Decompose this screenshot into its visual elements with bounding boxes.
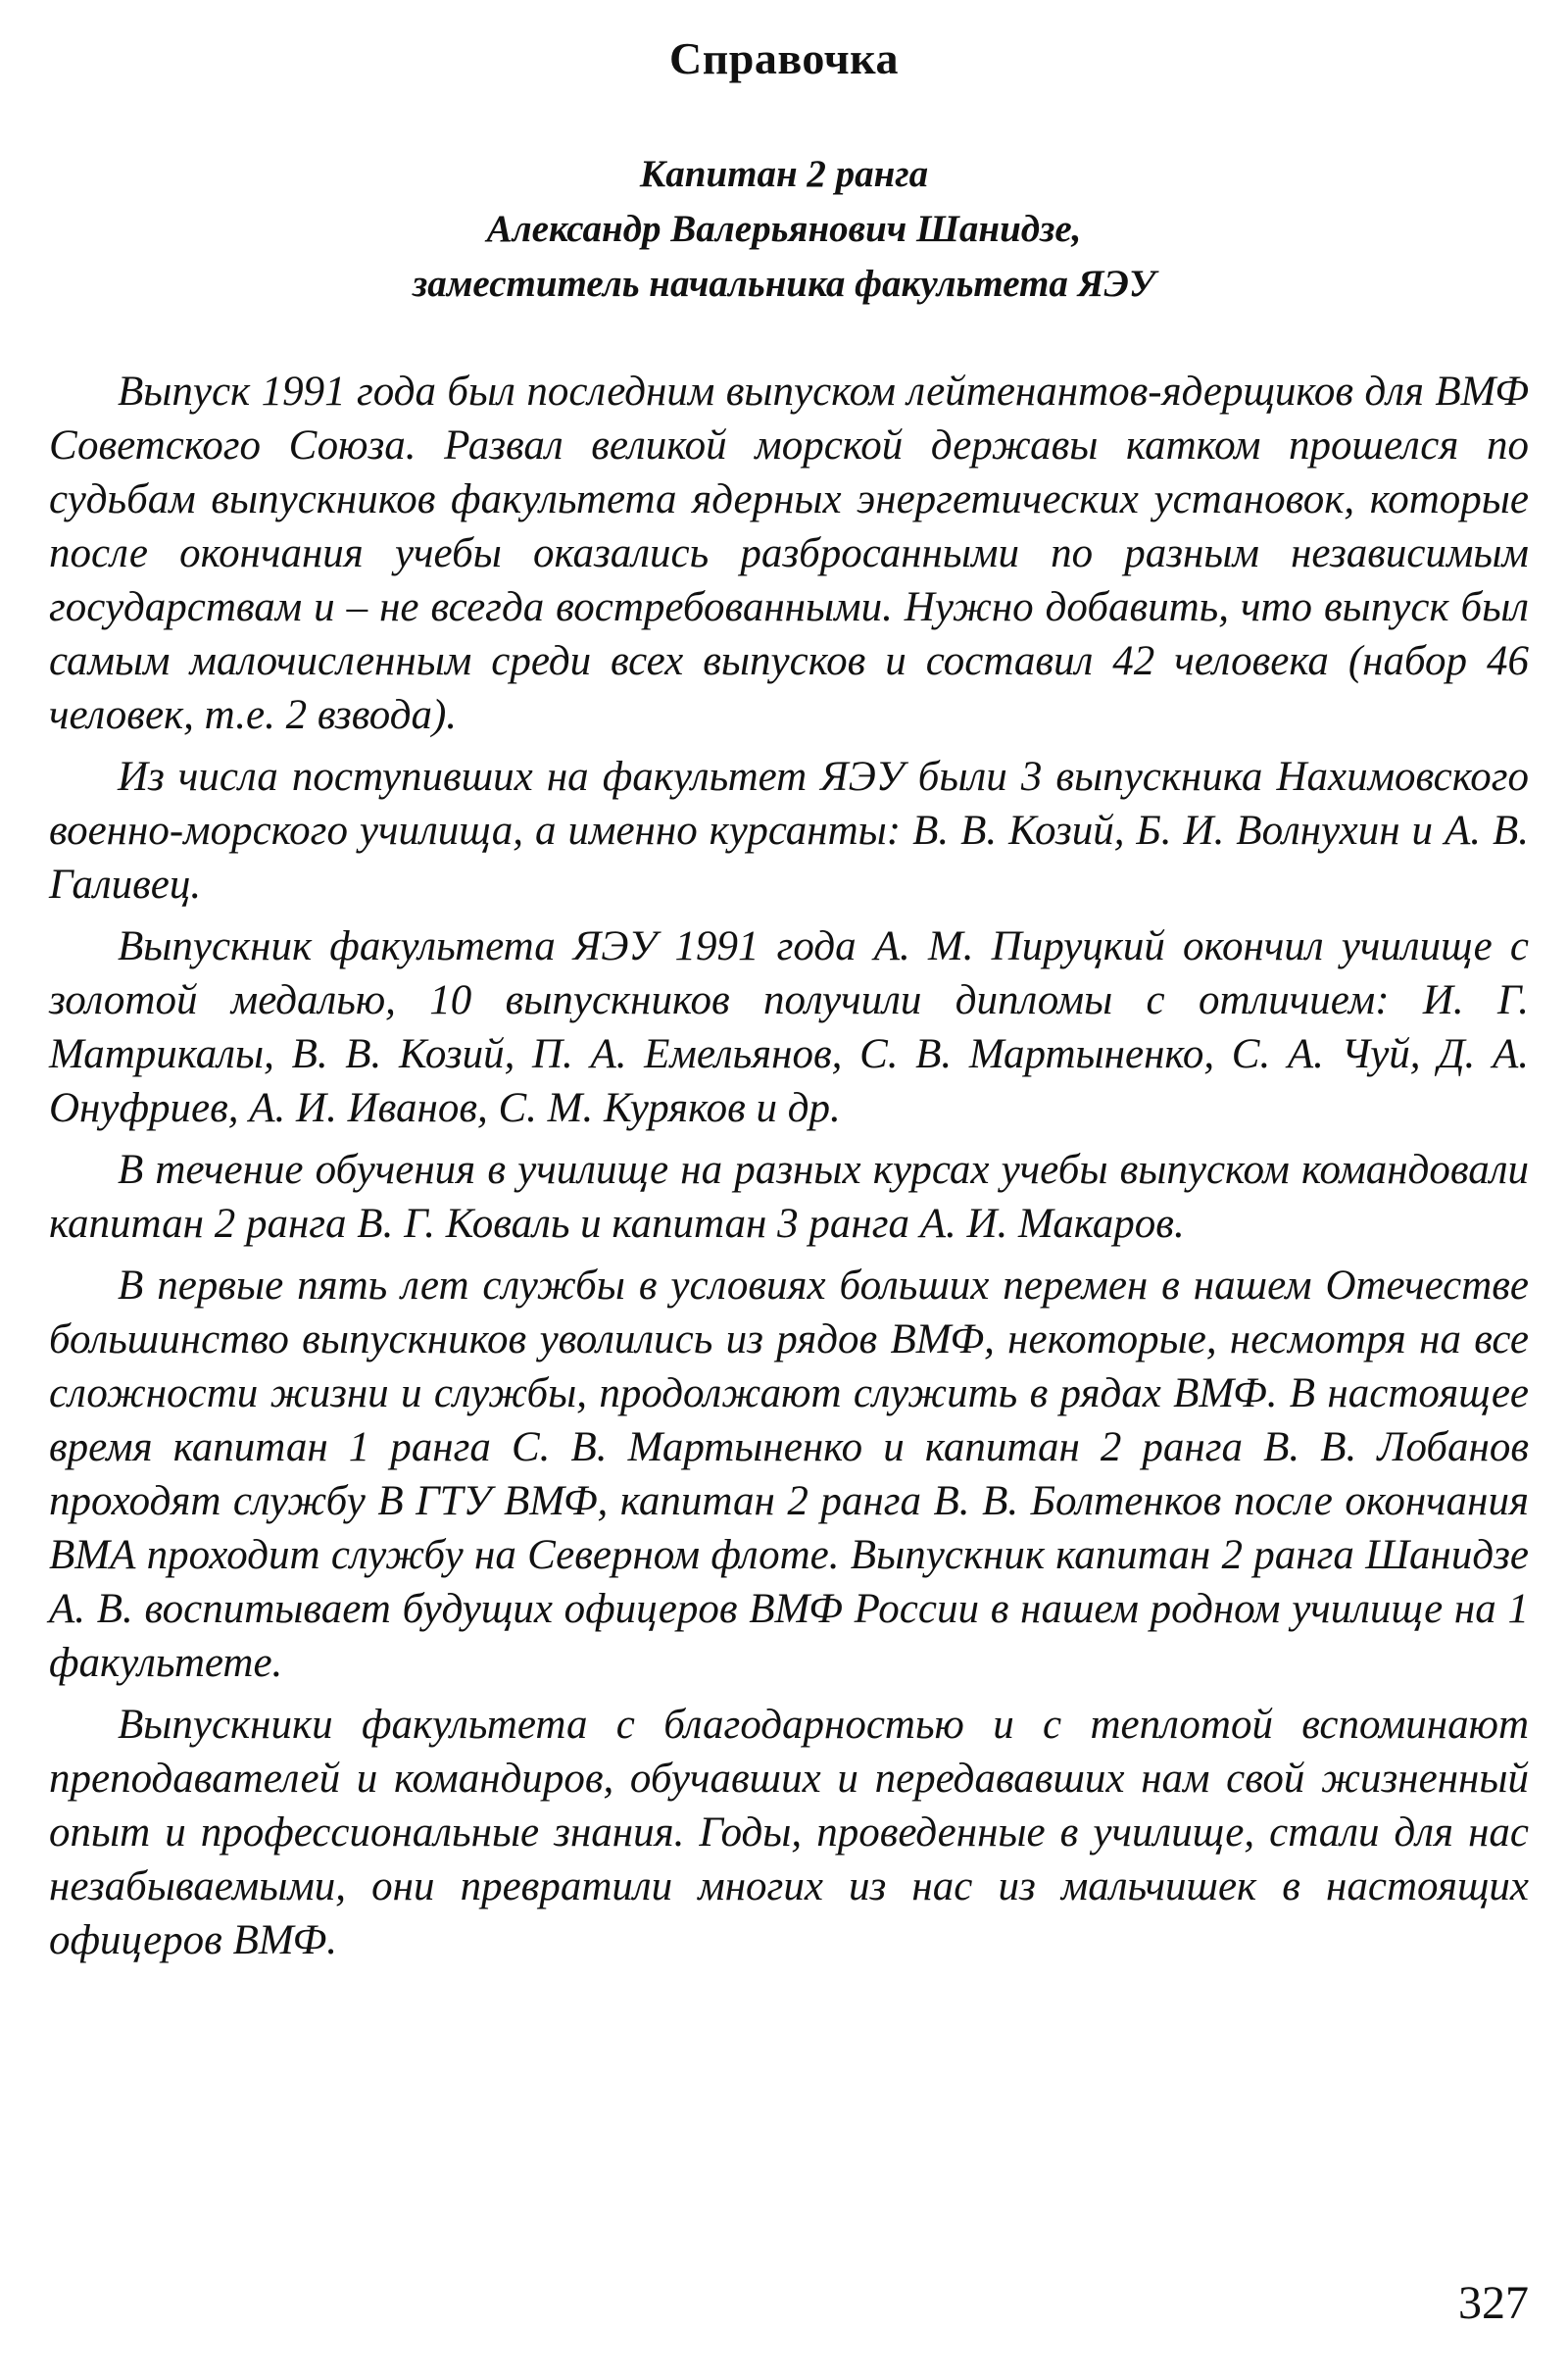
paragraph-1: Выпуск 1991 года был последним выпуском лейтенантов-ядерщиков для ВМФ Советского Союза. Развал великой морской державы катком прошелся по судьбам выпускников факультета ядерных энергетических установок, которые после окончания учебы оказались разбросанными по разным независимым государствам и – не всегда востребованными. Нужно добавить, что выпуск был самым малочисленным среди всех выпусков и составил 42 человека (набор 46 человек, т.е. 2 взвода). xyxy=(49,369,1529,738)
paragraph-6: Выпускники факультета с благодарностью и с теплотой вспоминают преподавателей и командиров, обучавших и передававших нам свой жизненный опыт и профессиональные знания. Годы, проведенные в училище, стали для нас незабываемыми, они превратили многих из нас из мальчишек в настоящих офицеров ВМФ. xyxy=(49,1702,1529,1963)
author-name: Александр Валерьянович Шанидзе, xyxy=(486,208,1082,250)
page-title: Справочка xyxy=(669,33,899,83)
author-rank: Капитан 2 ранга xyxy=(639,153,929,195)
author-position: заместитель начальника факультета ЯЭУ xyxy=(412,263,1156,305)
page-number: 327 xyxy=(1458,2277,1529,2329)
paragraph-2: Из числа поступивших на факультет ЯЭУ были 3 выпускника Нахимовского военно-морского училища, а именно курсанты: В. В. Козий, Б. И. Волнухин и А. В. Галивец. xyxy=(49,754,1529,908)
author-block xyxy=(0,147,1568,312)
paragraph-4: В течение обучения в училище на разных курсах учебы выпуском командовали капитан 2 ранга В. Г. Коваль и капитан 3 ранга А. И. Макаров. xyxy=(49,1147,1529,1247)
paragraph-3: Выпускник факультета ЯЭУ 1991 года А. М. Пируцкий окончил училище с золотой медалью, 10 выпускников получили дипломы с отличием: И. Г. Матрикалы, В. В. Козий, П. А. Емельянов, С. В. Мартыненко, С. А. Чуй, Д. А. Онуфриев, А. И. Иванов, С. М. Куряков и др. xyxy=(49,923,1529,1131)
paragraph-5: В первые пять лет службы в условиях больших перемен в нашем Отечестве большинство выпускников уволились из рядов ВМФ, некоторые, несмотря на все сложности жизни и службы, продолжают служить в рядах ВМФ. В настоящее время капитан 1 ранга С. В. Мартыненко и капитан 2 ранга В. В. Лобанов проходят службу В ГТУ ВМФ, капитан 2 ранга В. В. Болтенков после окончания ВМА проходит службу на Северном флоте. Выпускник капитан 2 ранга Шанидзе А. В. воспитывает будущих офицеров ВМФ России в нашем родном училище на 1 факультете. xyxy=(49,1263,1529,1686)
article-body xyxy=(49,365,1529,1975)
